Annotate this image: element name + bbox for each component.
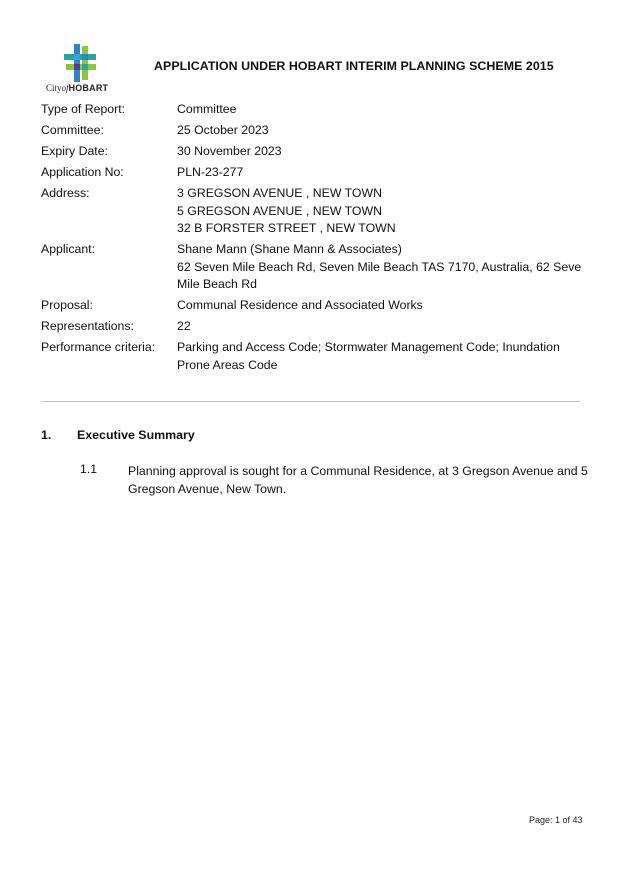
- detail-value: PLN-23-277: [177, 165, 244, 179]
- detail-value: Committee: [177, 102, 237, 116]
- detail-row-representations: [41, 318, 589, 336]
- detail-label: Proposal:: [41, 298, 93, 312]
- detail-value: Communal Residence and Associated Works: [177, 298, 423, 312]
- detail-row-type-of-report: [41, 101, 589, 119]
- detail-row-committee: [41, 122, 589, 140]
- detail-label: Expiry Date:: [41, 144, 108, 158]
- criteria-line: Prone Areas Code: [177, 357, 278, 372]
- detail-value: 25 October 2023: [177, 123, 269, 137]
- city-of-hobart-logo: [44, 44, 120, 96]
- detail-label: Application No:: [41, 165, 124, 179]
- detail-row-application-no: [41, 164, 589, 182]
- detail-label: Committee:: [41, 123, 104, 137]
- paragraph-number: 1.1: [80, 462, 98, 476]
- detail-value: [177, 339, 589, 374]
- detail-label: Type of Report:: [41, 102, 126, 116]
- address-line: 5 GREGSON AVENUE , NEW TOWN: [177, 203, 382, 218]
- detail-value: 30 November 2023: [177, 144, 282, 158]
- detail-row-expiry-date: [41, 143, 589, 161]
- hobart-cross-logo-icon: [62, 44, 98, 82]
- address-line: 32 B FORSTER STREET , NEW TOWN: [177, 221, 396, 235]
- section-title: Executive Summary: [77, 428, 195, 442]
- detail-label: Address:: [41, 186, 90, 200]
- page-number: Page: 1 of 43: [529, 815, 583, 825]
- detail-value: [177, 241, 589, 294]
- detail-label: Applicant:: [41, 242, 96, 256]
- detail-row-proposal: [41, 297, 589, 315]
- detail-row-performance-criteria: [41, 339, 589, 374]
- section-number: 1.: [41, 428, 52, 442]
- logo-city-text: City: [46, 83, 62, 93]
- applicant-line: 62 Seven Mile Beach Rd, Seven Mile Beach TAS 7170, Australia, 62 Seve: [177, 259, 582, 274]
- detail-label: Performance criteria:: [41, 340, 156, 354]
- logo-hobart-text: HOBART: [68, 83, 109, 93]
- applicant-line: Shane Mann (Shane Mann & Associates): [177, 242, 402, 256]
- applicant-line: Mile Beach Rd: [177, 277, 257, 291]
- section-divider: [41, 401, 580, 402]
- criteria-line: Parking and Access Code; Stormwater Management Code; Inundation: [177, 340, 560, 354]
- logo-of-text: of: [61, 83, 69, 93]
- detail-label: Representations:: [41, 319, 134, 333]
- address-line: 3 GREGSON AVENUE , NEW TOWN: [177, 186, 382, 200]
- detail-value: 22: [177, 319, 191, 333]
- detail-value: [177, 185, 589, 238]
- detail-row-address: [41, 185, 589, 238]
- application-details: [41, 101, 589, 378]
- paragraph-text: Planning approval is sought for a Communal Residence, at 3 Gregson Avenue and 5 Gregson Avenue, New Town.: [128, 464, 588, 496]
- detail-row-applicant: [41, 241, 589, 294]
- page-title: APPLICATION UNDER HOBART INTERIM PLANNING SCHEME 2015: [154, 59, 554, 73]
- logo-wordmark: [46, 83, 108, 93]
